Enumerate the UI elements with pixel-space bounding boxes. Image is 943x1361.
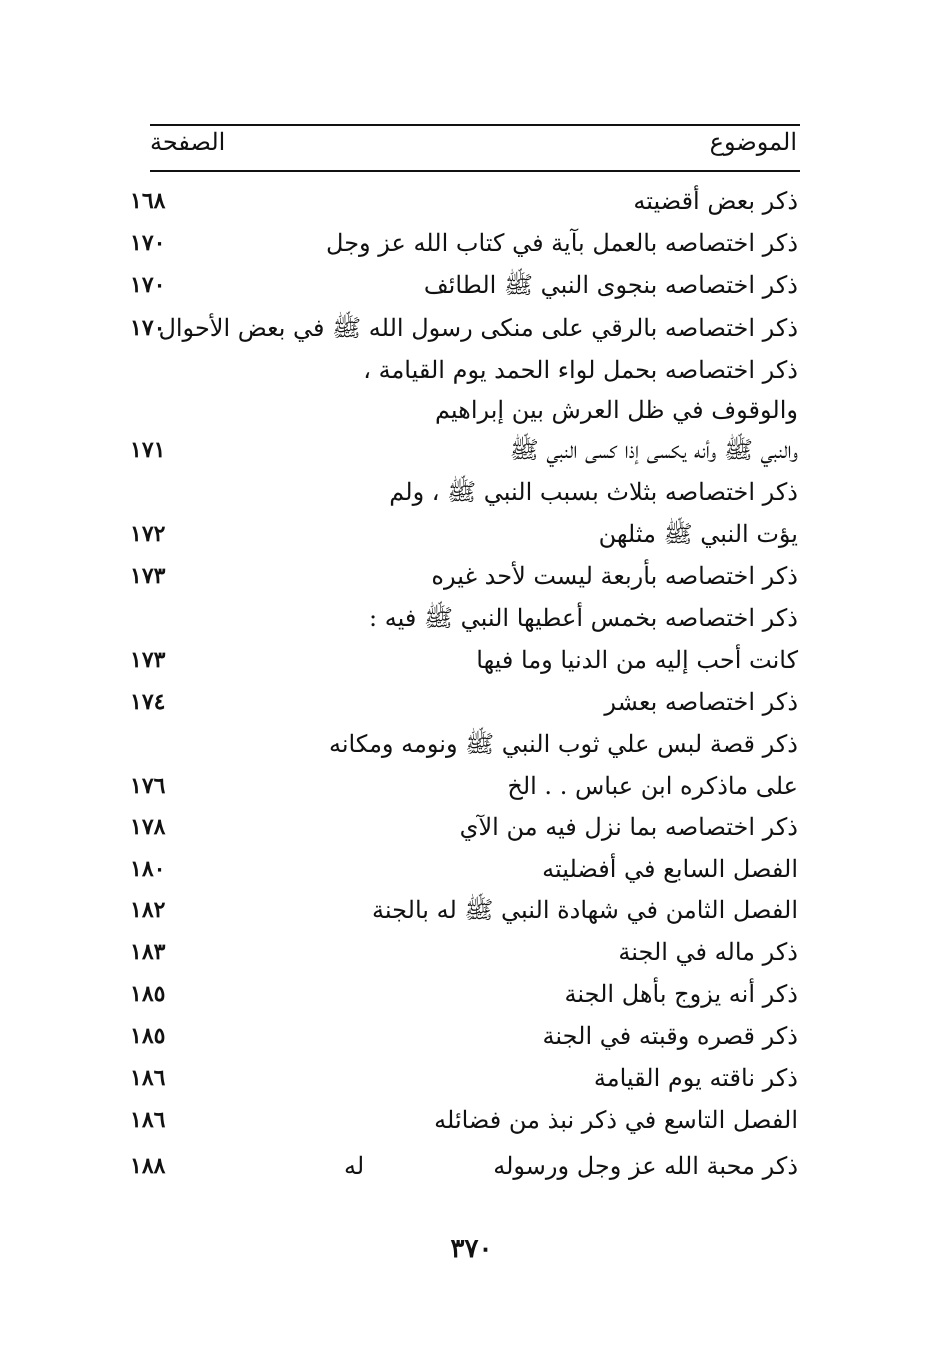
toc-entry-page: ١٨٦ <box>130 1065 166 1091</box>
toc-entry-title: ذكر اختصاصه بخمس أعطيها النبي ﷺ فيه : <box>369 604 798 632</box>
toc-entry <box>0 515 943 557</box>
toc-entry-page: ١٧٣ <box>130 647 166 673</box>
toc-entry <box>0 725 943 767</box>
toc-entry-title: ذكر ماله في الجنة <box>618 938 798 966</box>
toc-entry <box>0 891 943 933</box>
toc-entry-page: ١٨٥ <box>130 981 166 1007</box>
toc-entry-title: ذكر اختصاصه بعشر <box>604 688 798 716</box>
toc-entry <box>0 473 943 515</box>
toc-entry-title: الفصل السابع في أفضليته <box>542 855 798 883</box>
toc-entry <box>0 683 943 725</box>
toc-entry <box>0 431 943 473</box>
toc-entry <box>0 309 943 351</box>
toc-entry <box>0 182 943 224</box>
toc-entry <box>0 1017 943 1059</box>
toc-entry-title: الفصل الثامن في شهادة النبي ﷺ له بالجنة <box>372 896 798 924</box>
toc-entry <box>0 557 943 599</box>
toc-entry-page: ١٧٦ <box>130 773 166 799</box>
toc-entry-title: على ماذكره ابن عباس . . الخ <box>507 772 798 800</box>
toc-entry-title: ذكر قصره وقبته في الجنة <box>542 1022 798 1050</box>
toc-entry-title: ذكر اختصاصه بنجوى النبي ﷺ الطائف <box>423 271 798 299</box>
toc-entry-page: ١٨٨ <box>130 1153 166 1179</box>
toc-entry-extra: له <box>344 1152 365 1180</box>
toc-entry-page: ١٨٦ <box>130 1107 166 1133</box>
toc-entry-title: والوقوف في ظل العرش بين إبراهيم <box>434 396 798 424</box>
toc-entry <box>0 767 943 809</box>
toc-entry <box>0 1147 943 1189</box>
toc-entry-title: ذكر اختصاصه بثلاث بسبب النبي ﷺ ، ولم <box>389 478 798 506</box>
toc-entry <box>0 1101 943 1143</box>
toc-entry <box>0 391 943 433</box>
page-column-header: الصفحة <box>150 128 226 156</box>
toc-entry <box>0 351 943 393</box>
toc-entry-page: ١٧٨ <box>130 814 166 840</box>
toc-entry-title: كانت أحب إليه من الدنيا وما فيها <box>476 646 798 674</box>
toc-entry-page: ١٧٣ <box>130 563 166 589</box>
toc-entry <box>0 224 943 266</box>
toc-entry-title: ذكر اختصاصه بأربعة ليست لأحد غيره <box>431 562 798 590</box>
toc-entry <box>0 1059 943 1101</box>
toc-entry <box>0 975 943 1017</box>
toc-entry-title: ذكر ناقته يوم القيامة <box>593 1064 798 1092</box>
toc-entry-page: ١٧٠ <box>130 315 166 341</box>
topic-column-header: الموضوع <box>709 128 797 156</box>
toc-entry-title: ذكر اختصاصه بالعمل بآية في كتاب الله عز وجل <box>326 229 798 257</box>
toc-entry-title: ذكر قصة لبس علي ثوب النبي ﷺ ونومه ومكانه <box>328 730 798 758</box>
toc-entry-title: ذكر اختصاصه بما نزل فيه من الآي <box>459 813 798 841</box>
toc-entry-page: ١٧٢ <box>130 521 166 547</box>
toc-entry <box>0 599 943 641</box>
toc-entry-page: ١٨٢ <box>130 897 166 923</box>
toc-entry-page: ١٧٠ <box>130 272 166 298</box>
toc-entry-title: الفصل التاسع في ذكر نبذ من فضائله <box>434 1106 798 1134</box>
toc-entry <box>0 808 943 850</box>
toc-entry-page: ١٦٨ <box>130 188 166 214</box>
toc-entry-title: ذكر أنه يزوج بأهل الجنة <box>564 980 798 1008</box>
toc-entry <box>0 266 943 308</box>
toc-entry <box>0 850 943 892</box>
page-number: ٣٧٠ <box>450 1234 493 1264</box>
toc-entry-title: يؤت النبي ﷺ مثلهن <box>598 520 798 548</box>
toc-entry-page: ١٧١ <box>130 437 166 463</box>
toc-entry-title: والنبي ﷺ وأنه يكسى إذا كسى النبي ﷺ <box>509 436 798 464</box>
toc-entry-title: ذكر بعض أقضيته <box>633 187 798 215</box>
toc-entry-page: ١٧٠ <box>130 230 166 256</box>
toc-entry-page: ١٧٤ <box>130 689 166 715</box>
toc-entry-page: ١٨٠ <box>130 856 166 882</box>
toc-entry-title: ذكر محبة الله عز وجل ورسوله <box>493 1152 798 1180</box>
toc-entry-page: ١٨٣ <box>130 939 166 965</box>
toc-entry-title: ذكر اختصاصه بالرقي على منكى رسول الله ﷺ في بعض الأحوال <box>158 314 798 342</box>
toc-entry <box>0 933 943 975</box>
toc-entry-page: ١٨٥ <box>130 1023 166 1049</box>
toc-entry-title: ذكر اختصاصه بحمل لواء الحمد يوم القيامة ، <box>363 356 798 384</box>
toc-entry <box>0 641 943 683</box>
